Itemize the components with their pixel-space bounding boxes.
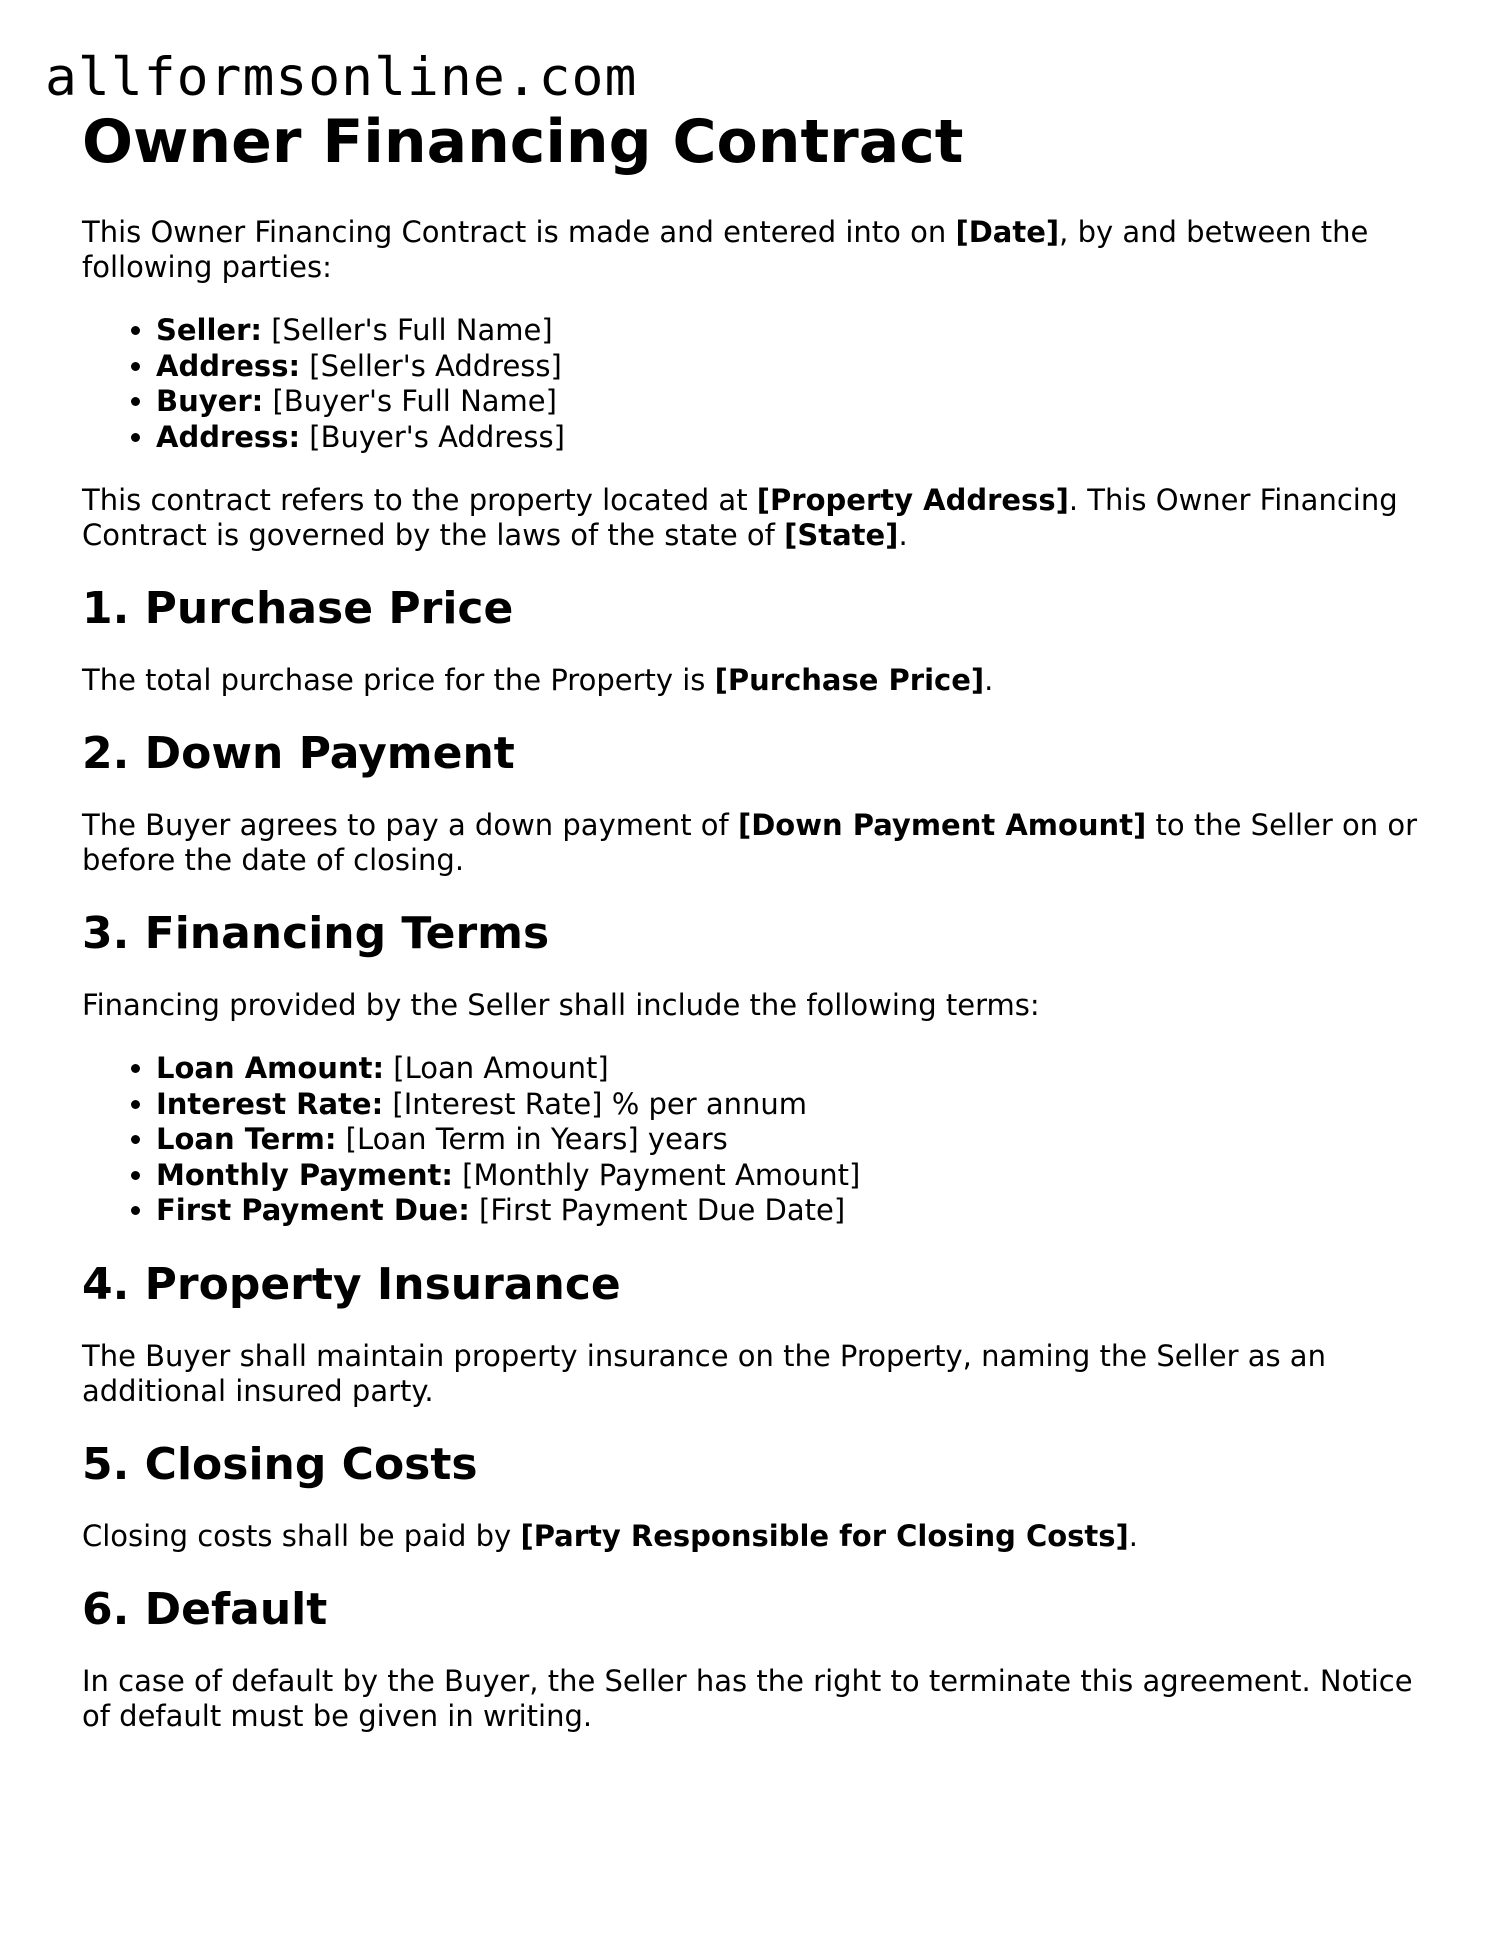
list-item-buyer bbox=[156, 384, 1442, 420]
watermark-text: allformsonline.com bbox=[45, 47, 638, 108]
section-heading-down-payment: 2. Down Payment bbox=[82, 728, 515, 779]
down-payment-field: [Down Payment Amount] bbox=[737, 808, 1147, 842]
intro-paragraph bbox=[82, 215, 1442, 285]
down-payment-paragraph bbox=[82, 808, 1442, 878]
list-item-loan-term bbox=[156, 1122, 1442, 1158]
property-suffix: . bbox=[898, 518, 908, 552]
down-payment-prefix: The Buyer agrees to pay a down payment of bbox=[82, 808, 738, 842]
section-heading-property-insurance: 4. Property Insurance bbox=[82, 1258, 621, 1310]
closing-costs-suffix: . bbox=[1128, 1518, 1139, 1553]
item-value: [Loan Amount] bbox=[384, 1051, 609, 1085]
property-insurance-paragraph: The Buyer shall maintain property insurance on the Property, naming the Seller as an additional insured party. bbox=[82, 1338, 1326, 1408]
property-prefix: This contract refers to the property located at bbox=[82, 483, 757, 517]
item-label: Address: bbox=[156, 348, 301, 383]
date-field: [Date] bbox=[955, 215, 1060, 249]
item-value: [Buyer's Address] bbox=[300, 419, 565, 454]
document-title: Owner Financing Contract bbox=[82, 107, 964, 177]
item-value: [Interest Rate] % per annum bbox=[383, 1086, 808, 1121]
intro-suffix: , by and between the following parties: bbox=[82, 215, 1369, 284]
closing-costs-paragraph bbox=[82, 1519, 1442, 1554]
list-item-interest-rate bbox=[156, 1087, 1442, 1123]
parties-list bbox=[82, 313, 1442, 455]
purchase-price-suffix: . bbox=[984, 663, 994, 697]
intro-prefix: This Owner Financing Contract is made and entered into on bbox=[82, 215, 956, 249]
property-paragraph bbox=[82, 483, 1442, 553]
item-label: Monthly Payment: bbox=[156, 1157, 453, 1192]
document-body bbox=[82, 103, 1442, 1762]
financing-terms-list bbox=[82, 1051, 1442, 1229]
item-value: [Seller's Full Name] bbox=[262, 313, 553, 347]
default-paragraph: In case of default by the Buyer, the Seller has the right to terminate this agreement. Notice of default must be given in writing. bbox=[82, 1663, 1413, 1733]
item-value: [First Payment Due Date] bbox=[469, 1193, 846, 1227]
purchase-price-paragraph bbox=[82, 663, 1442, 698]
list-item-buyer-address bbox=[156, 420, 1442, 456]
section-heading-closing-costs: 5. Closing Costs bbox=[82, 1438, 478, 1490]
item-label: Buyer: bbox=[156, 384, 264, 418]
state-field: [State] bbox=[784, 518, 899, 552]
section-heading-purchase-price: 1. Purchase Price bbox=[82, 583, 514, 634]
down-payment-suffix: to the Seller on or before the date of closing. bbox=[82, 808, 1418, 877]
item-value: [Buyer's Full Name] bbox=[263, 384, 557, 418]
closing-costs-field: [Party Responsible for Closing Costs] bbox=[520, 1518, 1129, 1553]
list-item-first-payment-due bbox=[156, 1193, 1442, 1229]
section-heading-default: 6. Default bbox=[82, 1583, 328, 1635]
section-heading-financing-terms: 3. Financing Terms bbox=[82, 908, 550, 959]
item-label: Interest Rate: bbox=[156, 1086, 384, 1121]
item-value: [Loan Term in Years] years bbox=[336, 1122, 728, 1156]
purchase-price-prefix: The total purchase price for the Property is bbox=[82, 663, 715, 697]
item-value: [Monthly Payment Amount] bbox=[452, 1157, 861, 1192]
purchase-price-field: [Purchase Price] bbox=[714, 663, 985, 697]
property-address-field: [Property Address] bbox=[756, 483, 1069, 517]
property-middle: . This Owner Financing Contract is governed by the laws of the state of bbox=[82, 483, 1398, 552]
item-label: Seller: bbox=[156, 313, 263, 347]
list-item-seller bbox=[156, 313, 1442, 349]
list-item-monthly-payment bbox=[156, 1158, 1442, 1194]
list-item-loan-amount bbox=[156, 1051, 1442, 1087]
closing-costs-prefix: Closing costs shall be paid by bbox=[82, 1518, 521, 1553]
item-label: Loan Amount: bbox=[156, 1051, 385, 1085]
item-label: Loan Term: bbox=[156, 1122, 337, 1156]
item-label: First Payment Due: bbox=[156, 1193, 470, 1227]
financing-terms-paragraph: Financing provided by the Seller shall include the following terms: bbox=[82, 988, 1040, 1022]
item-label: Address: bbox=[156, 419, 301, 454]
item-value: [Seller's Address] bbox=[300, 348, 562, 383]
list-item-seller-address bbox=[156, 349, 1442, 385]
